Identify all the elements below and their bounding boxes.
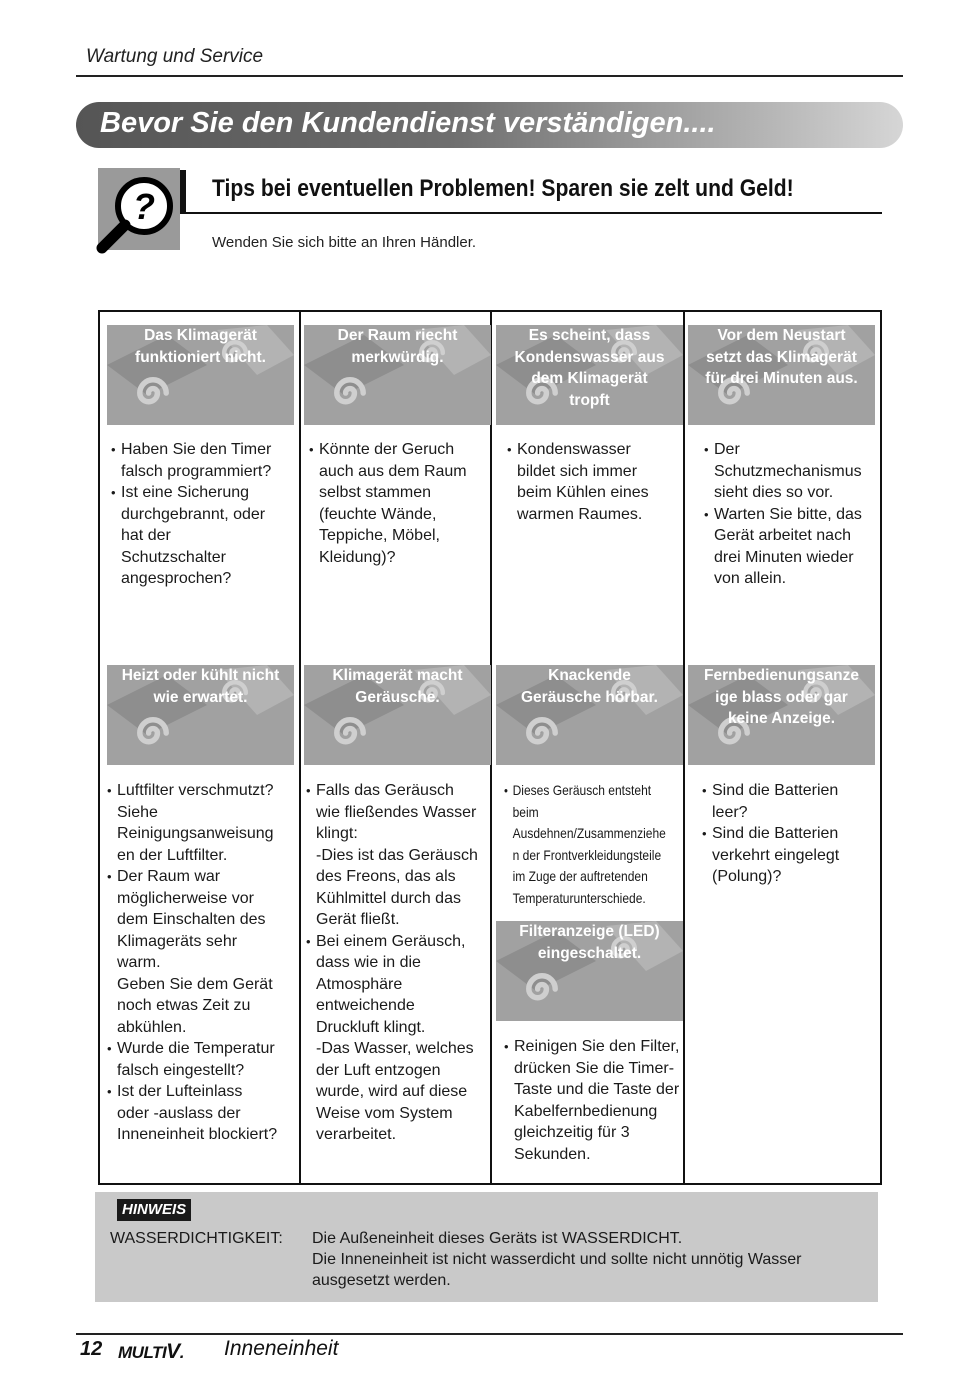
problem-title-line: ige blass oder gar (715, 688, 848, 706)
problem-title-line: Vor dem Neustart (717, 327, 846, 344)
solution-item: • Sind die Batterien (702, 780, 839, 802)
footer-title: Inneneinheit (224, 1337, 339, 1360)
solution-item-continued: Siehe (117, 803, 158, 821)
solution-item-continued: auch aus dem Raum (319, 462, 467, 480)
solution-item-continued: im Zuge der auftretenden (512, 868, 648, 884)
problem-title (496, 665, 683, 708)
solution-item-continued: Druckluft klingt. (316, 1018, 426, 1036)
solution-item: • Wurde die Temperatur (107, 1038, 277, 1060)
solution-item-continued: möglicherweise vor (117, 889, 254, 907)
tips-title: Tips bei eventuellen Problemen! Sparen sie zelt und Geld! (212, 175, 794, 202)
solution-item-continued: Inneneinheit blockiert? (117, 1126, 278, 1143)
problem-title-line: Filteranzeige (LED) (519, 923, 660, 940)
problem-tile (496, 921, 683, 1021)
solution-item-continued: -Das Wasser, welches (316, 1040, 474, 1057)
tips-rule (186, 212, 882, 214)
solution-item-continued: Reinigungsanweisung (117, 825, 274, 842)
grid-divider (683, 312, 685, 1183)
problem-title (496, 921, 683, 964)
title-banner (76, 102, 903, 148)
solution-item: • Ist eine Sicherung (111, 482, 271, 504)
solution-item-continued: verkehrt eingelegt (712, 846, 840, 864)
solution-item-continued: warmen Raumes. (517, 505, 643, 523)
solution-item-continued: Weise vom System (316, 1104, 453, 1122)
problem-title-line: Es scheint, dass (528, 327, 651, 344)
solution-item-continued: Schutzmechanismus (714, 462, 862, 480)
note-line: Die Inneneinheit ist nicht wasserdicht und sollte nicht unnötig Wasser (312, 1251, 802, 1268)
solution-item-continued: warm. (117, 954, 161, 971)
solution-item: • Luftfilter verschmutzt? (107, 780, 277, 802)
solution-item-continued: Teppiche, Möbel, (319, 527, 440, 544)
solution-list (504, 1036, 679, 1165)
problem-title-line: merkwürdig. (351, 348, 444, 366)
solution-item: • Sind die Batterien (702, 823, 839, 845)
solution-item: • Haben Sie den Timer (111, 439, 271, 461)
problem-tile (496, 665, 683, 765)
solution-item-continued: Gerät fließt. (316, 911, 400, 928)
solution-item-continued: der Luft entzogen (316, 1061, 441, 1079)
solution-item: • Der (704, 439, 862, 461)
solution-item-continued: beim Kühlen eines (517, 484, 649, 501)
solution-item: • Ist der Lufteinlass (107, 1081, 277, 1103)
problem-tile (107, 665, 294, 765)
solution-item-continued: verarbeitet. (316, 1126, 397, 1143)
solution-item-continued: entweichende (316, 997, 415, 1014)
problem-title-line: Klimagerät macht (332, 667, 463, 684)
note-badge: HINWEIS (117, 1199, 191, 1221)
solution-item-continued: Ausdehnen/Zusammenziehe (512, 825, 666, 841)
solution-item: • Warten Sie bitte, das (704, 504, 862, 526)
problem-title (304, 665, 491, 708)
problem-tile (304, 665, 491, 765)
brand-logo (118, 1340, 184, 1364)
problem-tile (688, 665, 875, 765)
solution-item-continued: (feuchte Wände, (319, 505, 437, 523)
problem-title (107, 665, 294, 708)
solution-item-continued: Temperaturunterschiede. (512, 889, 646, 906)
problem-title-line: Der Raum riecht (337, 327, 458, 344)
solution-item-continued: en der Luftfilter. (117, 846, 228, 864)
solution-item-continued: -Dies ist das Geräusch (316, 846, 478, 864)
solution-item-continued: Schutzschalter (121, 548, 226, 566)
solution-item-continued: abkühlen. (117, 1018, 187, 1036)
solution-item-continued: angesprochen? (121, 570, 232, 587)
grid-divider (299, 312, 301, 1183)
svg-text:?: ? (133, 186, 155, 227)
problem-title-line: setzt das Klimagerät (706, 348, 857, 366)
page-number: 12 (80, 1338, 103, 1360)
problem-tile (304, 325, 491, 425)
problem-tile (688, 325, 875, 425)
problem-title-line: Kondenswasser aus (514, 348, 665, 366)
problem-title (496, 325, 683, 411)
brand-dot: . (179, 1343, 184, 1362)
title-bar-accent (180, 170, 186, 214)
solution-item-continued: von allein. (714, 570, 787, 587)
problem-title (107, 325, 294, 368)
brand-main: MULTI (118, 1343, 167, 1362)
solution-item-continued: leer? (712, 803, 748, 821)
solution-item-continued: Geben Sie dem Gerät (117, 975, 273, 993)
tips-subtitle: Wenden Sie sich bitte an Ihren Händler. (212, 234, 477, 251)
question-magnifier-icon (98, 168, 180, 250)
problem-title-line: wie erwartet. (153, 688, 248, 706)
problem-title-line: tropft (569, 391, 610, 409)
solution-item-continued: selbst stammen (319, 484, 432, 501)
solution-item: • Kondenswasser (507, 439, 649, 461)
problem-title-line: funktioniert nicht. (135, 348, 266, 366)
solution-item-continued: Kleidung)? (319, 548, 396, 566)
solution-list (309, 439, 467, 568)
problem-title-line: Geräusche. (355, 688, 440, 706)
problem-title-line: eingeschaltet. (537, 944, 642, 962)
solution-item-continued: Atmosphäre (316, 975, 403, 993)
solution-item-continued: des Freons, das als (316, 868, 456, 885)
note-label: WASSERDICHTIGKEIT: (110, 1230, 283, 1247)
solution-item-continued: sieht dies so vor. (714, 484, 834, 501)
solution-item-continued: drücken Sie die Timer- (514, 1059, 675, 1077)
solution-item-continued: drei Minuten wieder (714, 548, 854, 566)
top-rule (76, 75, 903, 77)
problem-title (688, 325, 875, 390)
solution-item-continued: Klimageräts sehr (117, 932, 238, 950)
solution-list (306, 780, 478, 1146)
solution-item-continued: wurde, wird auf diese (316, 1083, 468, 1100)
solution-item-continued: durchgebrannt, oder (121, 505, 266, 523)
solution-item-continued: dem Einschalten des (117, 911, 266, 928)
solution-item-continued: bildet sich immer (517, 462, 638, 480)
problem-title-line: Das Klimagerät (144, 327, 257, 344)
problem-title-line: Heizt oder kühlt nicht (121, 667, 280, 684)
solution-item-continued: wie fließendes Wasser (316, 803, 477, 821)
solution-item-continued: Kühlmittel durch das (316, 889, 461, 907)
solution-item: • Reinigen Sie den Filter, (504, 1036, 679, 1058)
problem-title-line: keine Anzeige. (727, 710, 836, 727)
solution-list (504, 780, 692, 909)
solution-list (111, 439, 271, 590)
solution-item-continued: gleichzeitig für 3 (514, 1124, 630, 1141)
solution-item-continued: oder -auslass der (117, 1104, 241, 1122)
problem-title-line: Knackende (548, 667, 631, 684)
solution-list (702, 780, 839, 888)
problem-title-line: Fernbedienungsanze (703, 667, 860, 684)
solution-item-continued: beim (512, 803, 539, 820)
solution-item-continued: dass wie in die (316, 954, 421, 971)
solution-item-continued: Kabelfernbedienung (514, 1102, 658, 1120)
solution-item: • Bei einem Geräusch, (306, 931, 478, 953)
note-line: Die Außeneinheit dieses Geräts ist WASSERDICHT. (312, 1230, 683, 1247)
solution-item: • Der Raum war (107, 866, 277, 888)
solution-item-continued: Gerät arbeitet nach (714, 527, 851, 544)
note-box (95, 1192, 878, 1302)
problem-tile (107, 325, 294, 425)
solution-item-continued: Sekunden. (514, 1145, 591, 1163)
problem-title (688, 665, 875, 730)
note-line: ausgesetzt werden. (312, 1272, 451, 1289)
solution-item-continued: n der Frontverkleidungsteile (512, 846, 662, 863)
problem-title-line: dem Klimagerät (531, 370, 648, 387)
problem-title-line: für drei Minuten aus. (705, 370, 858, 387)
bottom-rule (76, 1333, 903, 1335)
solution-item-continued: hat der (121, 527, 171, 544)
section-header: Wartung und Service (86, 46, 264, 67)
solution-item-continued: falsch eingestellt? (117, 1061, 245, 1079)
page-title: Bevor Sie den Kundendienst verständigen.... (100, 107, 716, 139)
solution-item-continued: (Polung)? (712, 868, 782, 885)
solution-item-continued: noch etwas Zeit zu (117, 997, 251, 1014)
solution-item: • Falls das Geräusch (306, 780, 478, 802)
solution-item: • Dieses Geräusch entsteht (504, 780, 666, 802)
solution-list (107, 780, 277, 1146)
solution-list (507, 439, 649, 525)
solution-item: • Könnte der Geruch (309, 439, 467, 461)
solution-list (704, 439, 862, 590)
solution-item-continued: falsch programmiert? (121, 462, 272, 480)
solution-item-continued: Taste und die Taste der (514, 1081, 680, 1098)
problem-title-line: Geräusche hörbar. (521, 688, 658, 706)
problem-tile (496, 325, 683, 425)
solution-item-continued: klingt: (316, 825, 358, 842)
problem-title (304, 325, 491, 368)
brand-v: V (166, 1340, 180, 1363)
